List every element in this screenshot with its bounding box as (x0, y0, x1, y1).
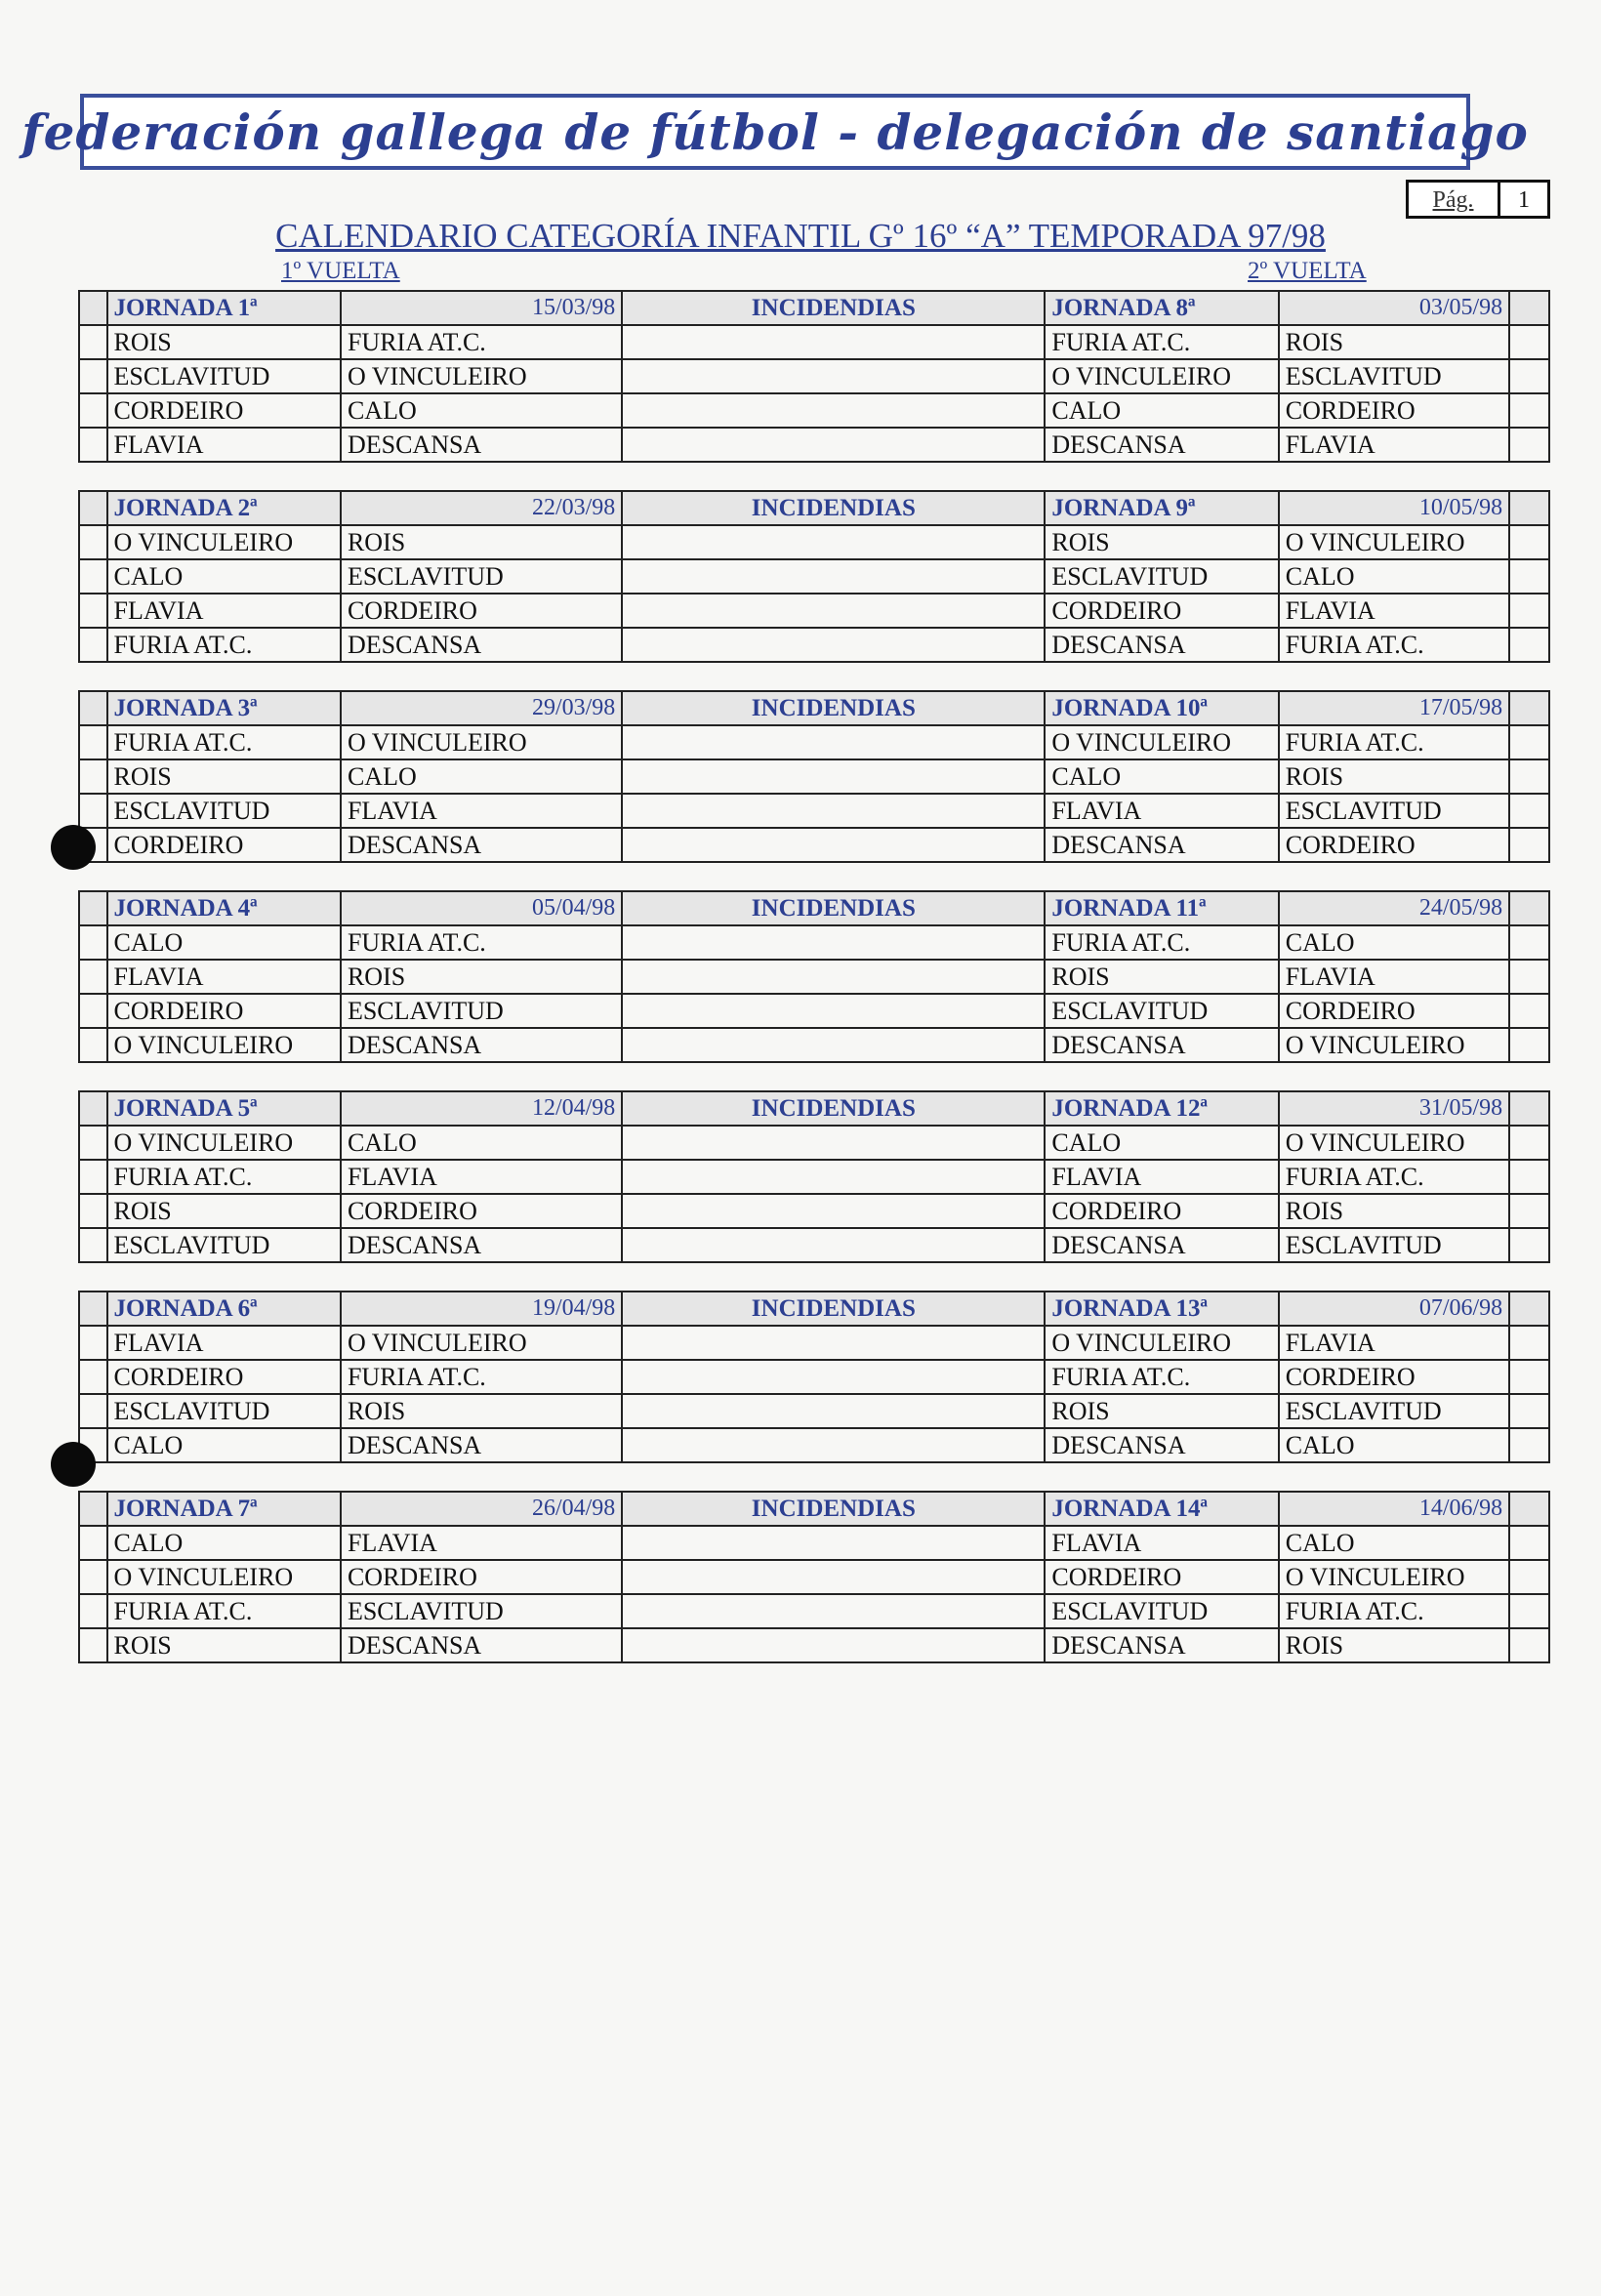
home-team-second-leg: CORDEIRO (1045, 1560, 1278, 1594)
away-team-first-leg: FLAVIA (341, 1160, 622, 1194)
match-row (79, 1194, 1549, 1228)
blank-cell (79, 891, 107, 925)
away-team-first-leg: CALO (341, 1126, 622, 1160)
incidencias-cell (622, 1160, 1045, 1194)
blank-cell (1509, 1360, 1549, 1394)
home-team-second-leg: O VINCULEIRO (1045, 725, 1278, 759)
blank-cell (1509, 725, 1549, 759)
punch-hole (51, 825, 96, 870)
punch-hole (51, 1442, 96, 1487)
blank-cell (79, 359, 107, 393)
match-row (79, 628, 1549, 662)
away-team-first-leg: ROIS (341, 525, 622, 559)
match-row (79, 1326, 1549, 1360)
away-team-first-leg: DESCANSA (341, 1028, 622, 1062)
away-team-first-leg: FURIA AT.C. (341, 325, 622, 359)
home-team-first-leg: CALO (107, 1428, 341, 1462)
match-row (79, 794, 1549, 828)
home-team-first-leg: O VINCULEIRO (107, 1126, 341, 1160)
jornada-second-leg: JORNADA 13ª (1045, 1292, 1278, 1326)
away-team-first-leg: ESCLAVITUD (341, 994, 622, 1028)
page-label: Pág. (1409, 183, 1500, 216)
incidencias-header: INCIDENDIAS (622, 891, 1045, 925)
match-row (79, 828, 1549, 862)
jornada-first-leg: JORNADA 3ª (107, 691, 341, 725)
match-row (79, 594, 1549, 628)
blank-cell (1509, 1126, 1549, 1160)
date-second-leg: 14/06/98 (1279, 1492, 1509, 1526)
home-team-second-leg: DESCANSA (1045, 628, 1278, 662)
blank-cell (1509, 1160, 1549, 1194)
incidencias-cell (622, 525, 1045, 559)
blank-cell (79, 1126, 107, 1160)
blank-cell (79, 1526, 107, 1560)
incidencias-header: INCIDENDIAS (622, 1492, 1045, 1526)
incidencias-cell (622, 828, 1045, 862)
date-first-leg: 05/04/98 (341, 891, 622, 925)
home-team-first-leg: CORDEIRO (107, 1360, 341, 1394)
jornada-second-leg: JORNADA 8ª (1045, 291, 1278, 325)
home-team-second-leg: FLAVIA (1045, 1160, 1278, 1194)
date-first-leg: 15/03/98 (341, 291, 622, 325)
away-team-first-leg: DESCANSA (341, 1228, 622, 1262)
incidencias-header: INCIDENDIAS (622, 1292, 1045, 1326)
jornada-first-leg: JORNADA 2ª (107, 491, 341, 525)
away-team-second-leg: ROIS (1279, 1194, 1509, 1228)
home-team-second-leg: FLAVIA (1045, 794, 1278, 828)
blank-cell (79, 1228, 107, 1262)
home-team-first-leg: FURIA AT.C. (107, 1594, 341, 1628)
banner-title: federación gallega de fútbol - delegación de santiago (21, 102, 1529, 161)
home-team-first-leg: CALO (107, 1526, 341, 1560)
match-row (79, 1394, 1549, 1428)
incidencias-cell (622, 1028, 1045, 1062)
blank-cell (79, 1194, 107, 1228)
home-team-first-leg: ROIS (107, 325, 341, 359)
incidencias-cell (622, 1594, 1045, 1628)
home-team-first-leg: ROIS (107, 1628, 341, 1662)
blank-cell (1509, 1594, 1549, 1628)
match-row (79, 1360, 1549, 1394)
round-table (78, 290, 1550, 463)
blank-cell (79, 1292, 107, 1326)
date-second-leg: 10/05/98 (1279, 491, 1509, 525)
away-team-second-leg: ROIS (1279, 325, 1509, 359)
match-row (79, 1594, 1549, 1628)
blank-cell (79, 1594, 107, 1628)
match-row (79, 1126, 1549, 1160)
blank-cell (1509, 559, 1549, 594)
incidencias-cell (622, 559, 1045, 594)
blank-cell (1509, 291, 1549, 325)
home-team-second-leg: CORDEIRO (1045, 1194, 1278, 1228)
incidencias-cell (622, 1228, 1045, 1262)
date-first-leg: 22/03/98 (341, 491, 622, 525)
jornada-second-leg: JORNADA 12ª (1045, 1091, 1278, 1126)
home-team-second-leg: FURIA AT.C. (1045, 1360, 1278, 1394)
incidencias-cell (622, 794, 1045, 828)
blank-cell (79, 1360, 107, 1394)
home-team-second-leg: O VINCULEIRO (1045, 1326, 1278, 1360)
incidencias-cell (622, 1526, 1045, 1560)
blank-cell (79, 594, 107, 628)
match-row (79, 925, 1549, 960)
blank-cell (79, 794, 107, 828)
rounds-container (78, 290, 1550, 1691)
home-team-second-leg: FURIA AT.C. (1045, 325, 1278, 359)
home-team-first-leg: CORDEIRO (107, 994, 341, 1028)
incidencias-cell (622, 1326, 1045, 1360)
away-team-second-leg: FLAVIA (1279, 1326, 1509, 1360)
home-team-first-leg: FURIA AT.C. (107, 1160, 341, 1194)
date-first-leg: 12/04/98 (341, 1091, 622, 1126)
away-team-second-leg: CALO (1279, 1428, 1509, 1462)
blank-cell (79, 325, 107, 359)
blank-cell (79, 1091, 107, 1126)
match-row (79, 428, 1549, 462)
blank-cell (1509, 925, 1549, 960)
incidencias-cell (622, 1194, 1045, 1228)
away-team-second-leg: O VINCULEIRO (1279, 525, 1509, 559)
page-number: 1 (1518, 187, 1530, 213)
jornada-first-leg: JORNADA 4ª (107, 891, 341, 925)
away-team-second-leg: FLAVIA (1279, 960, 1509, 994)
incidencias-cell (622, 393, 1045, 428)
away-team-first-leg: O VINCULEIRO (341, 359, 622, 393)
incidencias-header: INCIDENDIAS (622, 291, 1045, 325)
blank-cell (1509, 594, 1549, 628)
home-team-first-leg: CORDEIRO (107, 393, 341, 428)
away-team-second-leg: CORDEIRO (1279, 828, 1509, 862)
match-row (79, 960, 1549, 994)
jornada-second-leg: JORNADA 9ª (1045, 491, 1278, 525)
date-first-leg: 29/03/98 (341, 691, 622, 725)
match-row (79, 525, 1549, 559)
away-team-second-leg: O VINCULEIRO (1279, 1028, 1509, 1062)
away-team-second-leg: O VINCULEIRO (1279, 1126, 1509, 1160)
incidencias-cell (622, 1628, 1045, 1662)
home-team-first-leg: FLAVIA (107, 1326, 341, 1360)
match-row (79, 725, 1549, 759)
federation-banner (21, 94, 1529, 170)
incidencias-header: INCIDENDIAS (622, 1091, 1045, 1126)
incidencias-header: INCIDENDIAS (622, 491, 1045, 525)
match-row (79, 559, 1549, 594)
home-team-second-leg: DESCANSA (1045, 428, 1278, 462)
round-table (78, 1491, 1550, 1663)
blank-cell (1509, 525, 1549, 559)
blank-cell (1509, 628, 1549, 662)
incidencias-cell (622, 1428, 1045, 1462)
blank-cell (1509, 428, 1549, 462)
jornada-second-leg: JORNADA 14ª (1045, 1492, 1278, 1526)
page-number-box (1406, 180, 1550, 219)
blank-cell (1509, 491, 1549, 525)
home-team-second-leg: ESCLAVITUD (1045, 559, 1278, 594)
match-row (79, 393, 1549, 428)
match-row (79, 1028, 1549, 1062)
away-team-first-leg: DESCANSA (341, 628, 622, 662)
date-first-leg: 19/04/98 (341, 1292, 622, 1326)
home-team-second-leg: O VINCULEIRO (1045, 359, 1278, 393)
blank-cell (79, 1628, 107, 1662)
blank-cell (79, 691, 107, 725)
blank-cell (1509, 1091, 1549, 1126)
away-team-second-leg: CORDEIRO (1279, 393, 1509, 428)
away-team-second-leg: FURIA AT.C. (1279, 628, 1509, 662)
home-team-first-leg: FURIA AT.C. (107, 628, 341, 662)
away-team-first-leg: DESCANSA (341, 1428, 622, 1462)
jornada-first-leg: JORNADA 6ª (107, 1292, 341, 1326)
incidencias-cell (622, 925, 1045, 960)
jornada-first-leg: JORNADA 1ª (107, 291, 341, 325)
blank-cell (1509, 759, 1549, 794)
match-row (79, 1526, 1549, 1560)
away-team-first-leg: CORDEIRO (341, 594, 622, 628)
home-team-first-leg: FLAVIA (107, 594, 341, 628)
blank-cell (79, 559, 107, 594)
home-team-first-leg: CORDEIRO (107, 828, 341, 862)
match-row (79, 994, 1549, 1028)
jornada-first-leg: JORNADA 5ª (107, 1091, 341, 1126)
away-team-first-leg: DESCANSA (341, 828, 622, 862)
away-team-second-leg: ROIS (1279, 759, 1509, 794)
blank-cell (1509, 691, 1549, 725)
away-team-first-leg: FLAVIA (341, 794, 622, 828)
round-table (78, 490, 1550, 663)
away-team-second-leg: FURIA AT.C. (1279, 1160, 1509, 1194)
home-team-first-leg: ESCLAVITUD (107, 1228, 341, 1262)
home-team-first-leg: FURIA AT.C. (107, 725, 341, 759)
home-team-first-leg: FLAVIA (107, 428, 341, 462)
home-team-second-leg: ROIS (1045, 960, 1278, 994)
away-team-first-leg: CORDEIRO (341, 1560, 622, 1594)
home-team-second-leg: FURIA AT.C. (1045, 925, 1278, 960)
blank-cell (79, 759, 107, 794)
away-team-first-leg: CALO (341, 759, 622, 794)
blank-cell (1509, 1028, 1549, 1062)
incidencias-cell (622, 759, 1045, 794)
date-second-leg: 24/05/98 (1279, 891, 1509, 925)
home-team-second-leg: CALO (1045, 393, 1278, 428)
date-second-leg: 31/05/98 (1279, 1091, 1509, 1126)
round-header-row (79, 891, 1549, 925)
blank-cell (79, 725, 107, 759)
round-header-row (79, 1091, 1549, 1126)
incidencias-cell (622, 725, 1045, 759)
home-team-first-leg: CALO (107, 559, 341, 594)
away-team-first-leg: DESCANSA (341, 1628, 622, 1662)
blank-cell (1509, 794, 1549, 828)
date-second-leg: 03/05/98 (1279, 291, 1509, 325)
blank-cell (79, 628, 107, 662)
home-team-second-leg: ESCLAVITUD (1045, 994, 1278, 1028)
round-header-row (79, 691, 1549, 725)
away-team-first-leg: ROIS (341, 960, 622, 994)
incidencias-cell (622, 1560, 1045, 1594)
page-title: CALENDARIO CATEGORÍA INFANTIL Gº 16º “A” TEMPORADA 97/98 (275, 217, 1326, 255)
match-row (79, 1160, 1549, 1194)
blank-cell (79, 291, 107, 325)
away-team-first-leg: CORDEIRO (341, 1194, 622, 1228)
home-team-first-leg: O VINCULEIRO (107, 1560, 341, 1594)
second-leg-label: 2º VUELTA (1248, 258, 1367, 284)
home-team-second-leg: ESCLAVITUD (1045, 1594, 1278, 1628)
incidencias-cell (622, 994, 1045, 1028)
away-team-second-leg: O VINCULEIRO (1279, 1560, 1509, 1594)
away-team-first-leg: FLAVIA (341, 1526, 622, 1560)
away-team-second-leg: ESCLAVITUD (1279, 1228, 1509, 1262)
away-team-second-leg: CORDEIRO (1279, 1360, 1509, 1394)
blank-cell (1509, 960, 1549, 994)
away-team-second-leg: CALO (1279, 559, 1509, 594)
incidencias-cell (622, 1360, 1045, 1394)
incidencias-cell (622, 594, 1045, 628)
match-row (79, 1628, 1549, 1662)
away-team-second-leg: ESCLAVITUD (1279, 1394, 1509, 1428)
home-team-second-leg: DESCANSA (1045, 1028, 1278, 1062)
first-leg-label: 1º VUELTA (281, 258, 400, 284)
home-team-first-leg: O VINCULEIRO (107, 525, 341, 559)
round-table (78, 1291, 1550, 1463)
away-team-first-leg: O VINCULEIRO (341, 1326, 622, 1360)
away-team-first-leg: CALO (341, 393, 622, 428)
round-header-row (79, 491, 1549, 525)
date-first-leg: 26/04/98 (341, 1492, 622, 1526)
match-row (79, 325, 1549, 359)
round-header-row (79, 1292, 1549, 1326)
jornada-first-leg: JORNADA 7ª (107, 1492, 341, 1526)
home-team-second-leg: FLAVIA (1045, 1526, 1278, 1560)
blank-cell (79, 525, 107, 559)
home-team-second-leg: DESCANSA (1045, 828, 1278, 862)
blank-cell (1509, 891, 1549, 925)
blank-cell (1509, 1428, 1549, 1462)
home-team-first-leg: CALO (107, 925, 341, 960)
home-team-first-leg: ESCLAVITUD (107, 794, 341, 828)
away-team-first-leg: ESCLAVITUD (341, 1594, 622, 1628)
away-team-second-leg: FLAVIA (1279, 428, 1509, 462)
round-header-row (79, 1492, 1549, 1526)
away-team-first-leg: ESCLAVITUD (341, 559, 622, 594)
jornada-second-leg: JORNADA 10ª (1045, 691, 1278, 725)
blank-cell (1509, 1526, 1549, 1560)
blank-cell (79, 393, 107, 428)
home-team-second-leg: CALO (1045, 759, 1278, 794)
home-team-second-leg: DESCANSA (1045, 1228, 1278, 1262)
match-row (79, 1560, 1549, 1594)
incidencias-cell (622, 1126, 1045, 1160)
round-header-row (79, 291, 1549, 325)
blank-cell (79, 491, 107, 525)
blank-cell (1509, 828, 1549, 862)
incidencias-cell (622, 359, 1045, 393)
incidencias-cell (622, 325, 1045, 359)
blank-cell (1509, 1326, 1549, 1360)
blank-cell (1509, 1628, 1549, 1662)
round-table (78, 890, 1550, 1063)
round-table (78, 1090, 1550, 1263)
away-team-first-leg: FURIA AT.C. (341, 1360, 622, 1394)
blank-cell (1509, 359, 1549, 393)
round-table (78, 690, 1550, 863)
home-team-first-leg: ESCLAVITUD (107, 359, 341, 393)
blank-cell (79, 1028, 107, 1062)
away-team-first-leg: DESCANSA (341, 428, 622, 462)
blank-cell (79, 1394, 107, 1428)
away-team-second-leg: ROIS (1279, 1628, 1509, 1662)
away-team-second-leg: CORDEIRO (1279, 994, 1509, 1028)
away-team-second-leg: FURIA AT.C. (1279, 725, 1509, 759)
home-team-second-leg: DESCANSA (1045, 1628, 1278, 1662)
date-second-leg: 17/05/98 (1279, 691, 1509, 725)
match-row (79, 759, 1549, 794)
blank-cell (79, 1160, 107, 1194)
blank-cell (79, 925, 107, 960)
blank-cell (1509, 1492, 1549, 1526)
away-team-first-leg: ROIS (341, 1394, 622, 1428)
blank-cell (79, 960, 107, 994)
blank-cell (1509, 1394, 1549, 1428)
home-team-first-leg: O VINCULEIRO (107, 1028, 341, 1062)
away-team-first-leg: FURIA AT.C. (341, 925, 622, 960)
blank-cell (1509, 325, 1549, 359)
blank-cell (1509, 994, 1549, 1028)
match-row (79, 1228, 1549, 1262)
away-team-first-leg: O VINCULEIRO (341, 725, 622, 759)
jornada-second-leg: JORNADA 11ª (1045, 891, 1278, 925)
home-team-second-leg: CALO (1045, 1126, 1278, 1160)
home-team-second-leg: ROIS (1045, 1394, 1278, 1428)
away-team-second-leg: FURIA AT.C. (1279, 1594, 1509, 1628)
blank-cell (1509, 1560, 1549, 1594)
incidencias-cell (622, 628, 1045, 662)
incidencias-cell (622, 1394, 1045, 1428)
blank-cell (1509, 1292, 1549, 1326)
away-team-second-leg: FLAVIA (1279, 594, 1509, 628)
blank-cell (79, 1560, 107, 1594)
away-team-second-leg: ESCLAVITUD (1279, 359, 1509, 393)
home-team-second-leg: CORDEIRO (1045, 594, 1278, 628)
away-team-second-leg: CALO (1279, 925, 1509, 960)
away-team-second-leg: ESCLAVITUD (1279, 794, 1509, 828)
incidencias-cell (622, 960, 1045, 994)
blank-cell (1509, 393, 1549, 428)
match-row (79, 359, 1549, 393)
away-team-second-leg: CALO (1279, 1526, 1509, 1560)
home-team-first-leg: ROIS (107, 1194, 341, 1228)
home-team-second-leg: ROIS (1045, 525, 1278, 559)
blank-cell (79, 1326, 107, 1360)
blank-cell (1509, 1228, 1549, 1262)
incidencias-cell (622, 428, 1045, 462)
home-team-first-leg: ROIS (107, 759, 341, 794)
blank-cell (79, 994, 107, 1028)
home-team-first-leg: FLAVIA (107, 960, 341, 994)
home-team-second-leg: DESCANSA (1045, 1428, 1278, 1462)
blank-cell (79, 1492, 107, 1526)
home-team-first-leg: ESCLAVITUD (107, 1394, 341, 1428)
date-second-leg: 07/06/98 (1279, 1292, 1509, 1326)
blank-cell (1509, 1194, 1549, 1228)
incidencias-header: INCIDENDIAS (622, 691, 1045, 725)
match-row (79, 1428, 1549, 1462)
blank-cell (79, 428, 107, 462)
